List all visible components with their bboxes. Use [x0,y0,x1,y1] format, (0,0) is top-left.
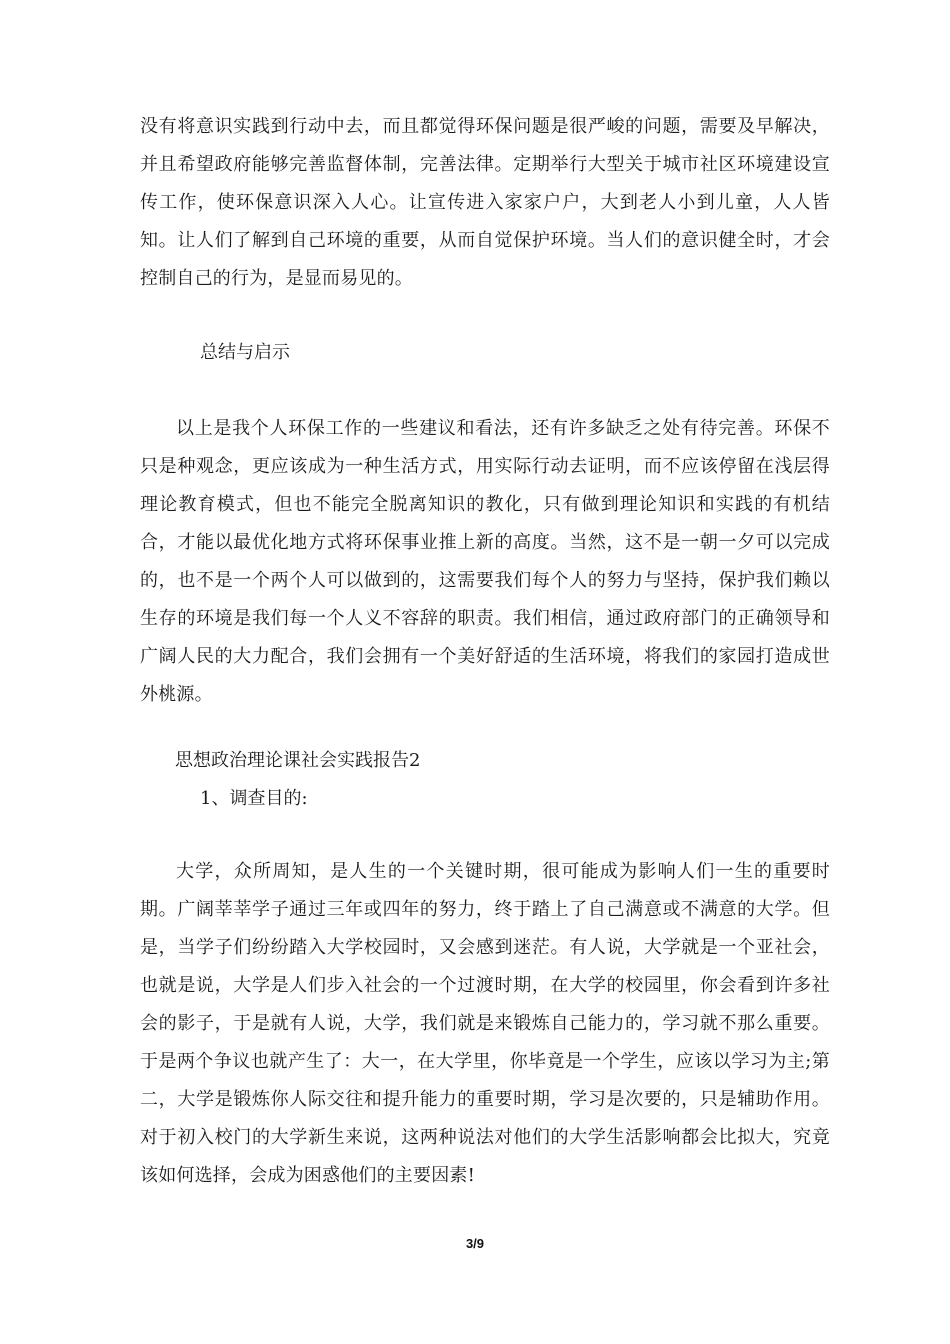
body-paragraph-university: 大学，众所周知，是人生的一个关键时期，很可能成为影响人们一生的重要时期。广阔莘莘学子通过三年或四年的努力，终于踏上了自己满意或不满意的大学。但是，当学子们纷纷踏入大学校园时，又会感到迷茫。有人说，大学就是一个亚社会，也就是说，大学是人们步入社会的一个过渡时期，在大学的校园里，你会看到许多社会的影子，于是就有人说，大学，我们就是来锻炼自己能力的，学习就不那么重要。于是两个争议也就产生了：大一，在大学里，你毕竟是一个学生，应该以学习为主;第二，大学是锻炼你人际交往和提升能力的重要时期，学习是次要的，只是辅助作用。对于初入校门的大学新生来说，这两种说法对他们的大学生活影响都会比拟大，究竟该如何选择，会成为困惑他们的主要因素! [140,861,830,1186]
report-title: 思想政治理论课社会实践报告2 [175,750,421,771]
page-number: 3/9 [465,1236,485,1251]
body-paragraph-environment-awareness: 没有将意识实践到行动中去，而且都觉得环保问题是很严峻的问题，需要及早解决，并且希望政府能够完善监督体制，完善法律。定期举行大型关于城市社区环境建设宣传工作，使环保意识深入人心。让宣传进入家家户户，大到老人小到儿童，人人皆知。让人们了解到自己环境的重要，从而自觉保护环境。当人们的意识健全时，才会控制自己的行为，是显而易见的。 [140,116,830,289]
section-heading-summary: 总结与启示 [200,342,290,363]
body-paragraph-summary: 以上是我个人环保工作的一些建议和看法，还有许多缺乏之处有待完善。环保不只是种观念，更应该成为一种生活方式，用实际行动去证明，而不应该停留在浅层得理论教育模式，但也不能完全脱离知识的教化，只有做到理论知识和实践的有机结合，才能以最优化地方式将环保事业推上新的高度。当然，这不是一朝一夕可以完成的，也不是一个两个人可以做到的，这需要我们每个人的努力与坚持，保护我们赖以生存的环境是我们每一个人义不容辞的职责。我们相信，通过政府部门的正确领导和广阔人民的大力配合，我们会拥有一个美好舒适的生活环境，将我们的家园打造成世外桃源。 [140,418,830,705]
section-heading-survey-purpose: 1、调查目的: [200,788,308,809]
